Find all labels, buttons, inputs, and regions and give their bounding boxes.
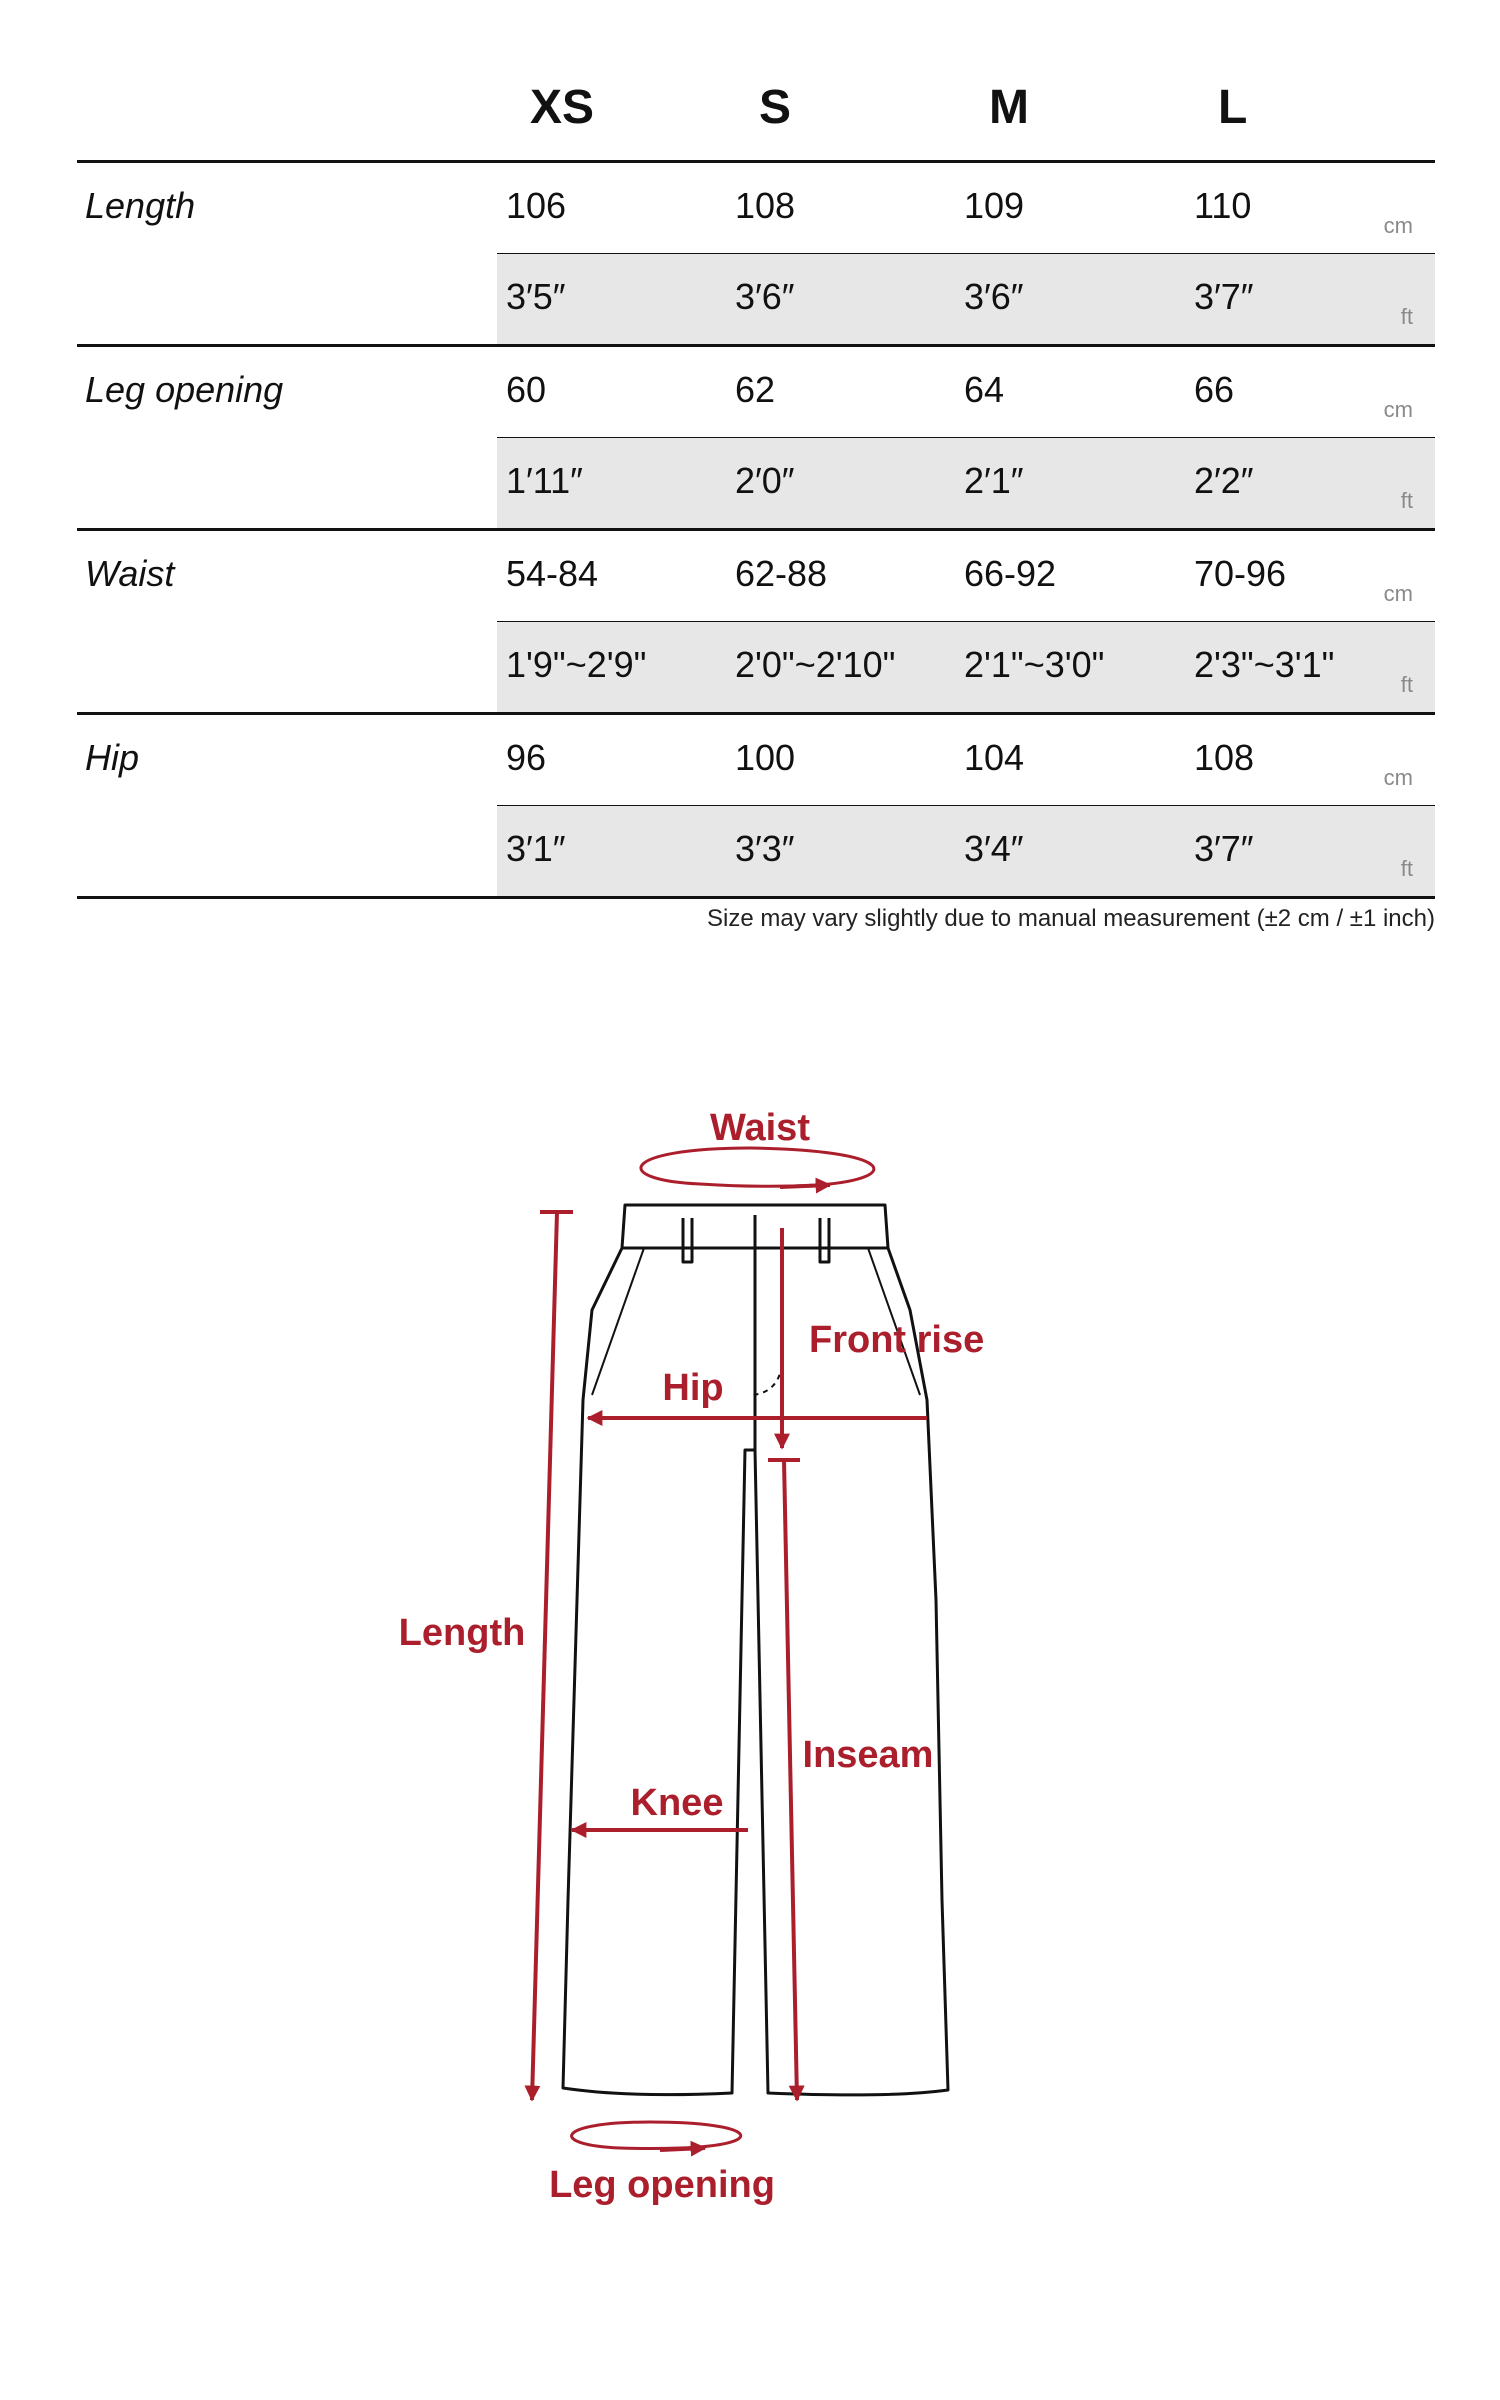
- value-cell: 3′3″: [735, 828, 795, 869]
- value-cell: 60: [506, 369, 547, 410]
- value-cell: 100: [735, 737, 796, 778]
- value-cell: 64: [964, 369, 1005, 410]
- waist-ellipse-arrow: [641, 1148, 874, 1186]
- value-cell: 66: [1194, 369, 1235, 410]
- value-cell: 54-84: [506, 553, 599, 594]
- size-header-xs: XS: [530, 81, 595, 134]
- value-cell: 3′7″: [1194, 828, 1254, 869]
- size-header-l: L: [1218, 81, 1248, 134]
- value-cell: 70-96: [1194, 553, 1287, 594]
- value-cell: 3′5″: [506, 276, 566, 317]
- inseam-line: [784, 1460, 797, 2100]
- leg-opening-label: Leg opening: [549, 2164, 775, 2206]
- unit-cm-label: cm: [1383, 765, 1413, 790]
- value-cell: 3′1″: [506, 828, 566, 869]
- leg-opening-arrow-head: [660, 2148, 705, 2150]
- leg-opening-ellipse-arrow: [572, 2122, 741, 2149]
- fly-stitch: [753, 1255, 782, 1395]
- waist-arrow-head: [780, 1185, 830, 1187]
- value-cell: 2′0″: [735, 460, 795, 501]
- left-pocket-line: [592, 1248, 644, 1395]
- size-header-s: S: [759, 81, 792, 134]
- value-cell: 109: [964, 185, 1025, 226]
- front-rise-label: Front rise: [809, 1319, 985, 1361]
- value-cell: 1'9"~2'9": [506, 644, 647, 685]
- waist-label: Waist: [710, 1107, 810, 1149]
- value-cell: 3′6″: [964, 276, 1024, 317]
- unit-cm-label: cm: [1383, 397, 1413, 422]
- measurement-label: Leg opening: [85, 369, 284, 410]
- unit-ft-label: ft: [1400, 856, 1413, 881]
- value-cell: 2'1"~3'0": [964, 644, 1105, 685]
- measurement-note: Size may vary slightly due to manual measurement (±2 cm / ±1 inch): [707, 905, 1435, 932]
- value-cell: 62-88: [735, 553, 828, 594]
- value-cell: 1′11″: [506, 460, 583, 501]
- length-label: Length: [398, 1612, 526, 1654]
- belt-loop-left: [683, 1218, 692, 1262]
- value-cell: 2′1″: [964, 460, 1024, 501]
- value-cell: 106: [506, 185, 567, 226]
- measurement-label: Waist: [85, 553, 175, 594]
- belt-loop-right: [820, 1218, 829, 1262]
- unit-cm-label: cm: [1383, 581, 1413, 606]
- unit-ft-label: ft: [1400, 488, 1413, 513]
- value-cell: 66-92: [964, 553, 1057, 594]
- knee-label: Knee: [630, 1782, 724, 1824]
- inseam-label: Inseam: [802, 1734, 934, 1776]
- value-cell: 108: [1194, 737, 1255, 778]
- value-cell: 3′6″: [735, 276, 795, 317]
- measurement-lines: [532, 1148, 927, 2150]
- value-cell: 108: [735, 185, 796, 226]
- measurement-label: Hip: [85, 737, 140, 778]
- value-cell: 3′7″: [1194, 276, 1254, 317]
- value-cell: 3′4″: [964, 828, 1024, 869]
- value-cell: 110: [1194, 185, 1252, 226]
- value-cell: 104: [964, 737, 1025, 778]
- value-cell: 2'3"~3'1": [1194, 644, 1335, 685]
- unit-ft-label: ft: [1400, 672, 1413, 697]
- unit-cm-label: cm: [1383, 213, 1413, 238]
- value-cell: 96: [506, 737, 547, 778]
- value-cell: 62: [735, 369, 776, 410]
- value-cell: 2′2″: [1194, 460, 1254, 501]
- value-cell: 2'0"~2'10": [735, 644, 896, 685]
- measurement-label: Length: [85, 185, 196, 226]
- size-header-m: M: [989, 81, 1029, 134]
- length-line: [532, 1212, 557, 2100]
- hip-label: Hip: [662, 1367, 724, 1409]
- unit-ft-label: ft: [1400, 304, 1413, 329]
